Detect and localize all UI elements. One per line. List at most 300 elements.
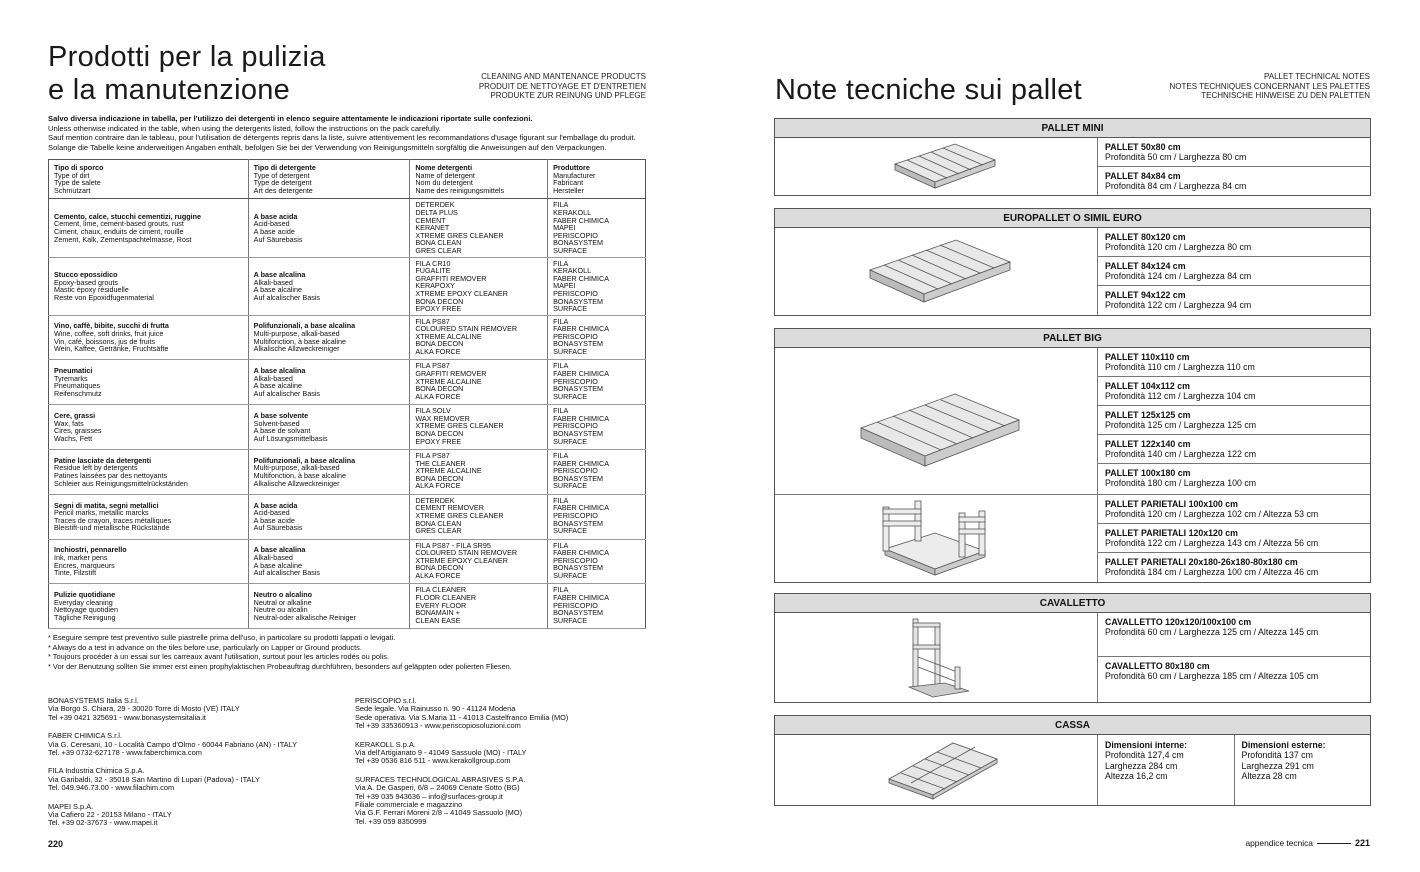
manufacturers-cell	[548, 405, 646, 450]
dirt-translation: Schleier aus Reinigungsmittelrückständen	[54, 478, 188, 488]
section-pallet-big	[774, 328, 1371, 583]
dirt-translation: Epoxy-based grouts	[54, 277, 118, 287]
intro-text	[48, 114, 648, 152]
dirt-title: Vino, caffè, bibite, succhi di frutta	[54, 321, 169, 331]
address-line: KERAKOLL S.p.A.	[355, 739, 416, 749]
detergent-name: BONA DECON	[415, 384, 464, 394]
manufacturer-name: PERISCOPIO	[553, 555, 598, 565]
pallet-spec-item	[1098, 257, 1370, 286]
manufacturer-name: PERISCOPIO	[553, 230, 598, 240]
dirt-type-cell	[49, 315, 249, 360]
pallet-spec-item	[1098, 553, 1370, 582]
manufacturer-name: FABER CHIMICA	[553, 548, 610, 558]
pallet-spec-item	[1098, 613, 1370, 657]
intro-bold: Salvo diversa indicazione in tabella, per l'utilizzo dei detergenti in elenco seguire attentamente le indicazioni riportate sulle confezioni.	[48, 114, 533, 123]
dirt-type-cell	[49, 584, 249, 629]
detergent-translation: Multi-purpose, alkali-based	[253, 463, 340, 473]
dirt-translation: Everyday cleaning	[54, 597, 113, 607]
pallet-name: PALLET 104x112 cm	[1105, 381, 1190, 391]
detergent-translation: Auf alcalischer Basis	[253, 568, 320, 578]
cassa-image	[775, 735, 1098, 805]
detergent-type-cell	[248, 450, 410, 495]
subtitle-en: PALLET TECHNICAL NOTES	[1264, 72, 1370, 81]
manufacturer-name: FILA	[553, 585, 569, 595]
manufacturer-name: BONASYSTEM	[553, 339, 604, 349]
address-line: Via G. Ceresani, 10 - Località Campo d'Olmo - 60044 Fabriano (AN) - ITALY	[48, 739, 298, 749]
dirt-title: Patine lasciate da detergenti	[54, 455, 152, 465]
detergent-title: A base solvente	[253, 410, 309, 420]
dirt-type-cell	[49, 257, 249, 315]
note-line: * Always do a test in advance on the tiles before use, particularly on Lapper or Ground products.	[48, 642, 362, 652]
manufacturer-name: KERAKOLL	[553, 207, 592, 217]
pallet-spec-item	[1098, 464, 1370, 494]
pallet-spec-item	[1098, 348, 1370, 377]
address-line: FILA Industria Chimica S.p.A.	[48, 766, 145, 776]
pallet-dimensions: Profondità 124 cm / Larghezza 84 cm	[1105, 271, 1252, 282]
subtitle-fr: NOTES TECHNIQUES CONCERNANT LES PALETTES	[1169, 81, 1370, 91]
detergent-name: KERAPOXY	[415, 281, 455, 291]
detergent-type-cell	[248, 584, 410, 629]
manufacturer-name: FILA	[553, 258, 569, 268]
manufacturer-name: FILA	[553, 200, 569, 210]
detergent-name: GRES CLEAR	[415, 526, 462, 536]
table-row	[49, 199, 646, 257]
address-block	[355, 697, 645, 731]
table-header-cell	[248, 160, 410, 199]
detergent-name: FILA CR10	[415, 258, 451, 268]
dirt-translation: Encres, marqueurs	[54, 560, 115, 570]
detergent-name: COLOURED STAIN REMOVER	[415, 324, 518, 334]
manufacturers-cell	[548, 360, 646, 405]
pallet-name: PALLET 125x125 cm	[1105, 410, 1191, 420]
manufacturer-name: FABER CHIMICA	[553, 324, 610, 334]
detergent-name: XTREME GRES CLEANER	[415, 511, 504, 521]
detergent-translation: Auf Säurebasis	[253, 234, 303, 244]
detergent-title: Polifunzionali, a base alcalina	[253, 321, 356, 331]
section-heading: CASSA	[775, 716, 1370, 735]
section-heading: PALLET BIG	[775, 329, 1370, 348]
detergent-title: A base alcalina	[253, 545, 306, 555]
detergent-translation: Auf alcalischer Basis	[253, 388, 320, 398]
address-line: Via A. De Gasperi, 6/8 – 24069 Cenate Sotto (BG)	[355, 783, 520, 793]
pallet-dimensions: Profondità 60 cm / Larghezza 125 cm / Altezza 145 cm	[1105, 627, 1319, 638]
pallet-name: PALLET 110x110 cm	[1105, 352, 1190, 362]
intro-line: Solange die Tabelle keine anderweitigen Angaben enthält, befolgen Sie bei der Verwendung von Reinigungsmitteln sorgfältig die Anweisungen auf den Verpackungen.	[48, 142, 607, 152]
address-line: SURFACES TECHNOLOGICAL ABRASIVES S.P.A.	[355, 774, 526, 784]
subtitle-de: TECHNISCHE HINWEISE ZU DEN PALETTEN	[1201, 91, 1370, 101]
detergent-name: GRAFFITI REMOVER	[415, 369, 487, 379]
header-translation: Nom du detergent	[415, 178, 473, 188]
pallet-spec-item	[1098, 657, 1370, 702]
pallet-mini-image	[775, 138, 1098, 195]
dirt-translation: Residue left by detergents	[54, 463, 138, 473]
pallet-spec-item	[1098, 524, 1370, 553]
detergent-name: EPOXY FREE	[415, 436, 462, 446]
dirt-translation: Bleistift-und metallische Rückstände	[54, 523, 170, 533]
detergent-translation: Neutre ou alcalin	[253, 605, 308, 615]
pallet-dimensions: Profondità 60 cm / Larghezza 185 cm / Altezza 105 cm	[1105, 671, 1319, 682]
header-title: Produttore	[553, 163, 590, 172]
pallet-name: CAVALLETTO 80x180 cm	[1105, 661, 1210, 671]
detergent-translation: A base acide	[253, 226, 295, 236]
detergent-title: A base alcalina	[253, 269, 306, 279]
dirt-type-cell	[49, 199, 249, 257]
detergent-translation: Auf Lösungsmittelbasis	[253, 433, 328, 443]
manufacturer-addresses-right	[355, 697, 645, 836]
detergent-name: BONA CLEAN	[415, 518, 462, 528]
detergent-translation: Neutral-oder alkalische Reiniger	[253, 612, 356, 622]
address-line: Tel +39 035 943636 – info@surfaces-group.it	[355, 791, 503, 801]
pallet-dimensions: Profondità 122 cm / Larghezza 94 cm	[1105, 300, 1252, 311]
section-europallet	[774, 208, 1371, 316]
manufacturer-name: SURFACE	[553, 436, 588, 446]
pallet-name: PALLET 94x122 cm	[1105, 290, 1186, 300]
manufacturer-name: MAPEI	[553, 223, 576, 233]
dirt-type-cell	[49, 405, 249, 450]
pallet-dimensions: Profondità 120 cm / Larghezza 102 cm / Altezza 53 cm	[1105, 509, 1319, 520]
detergent-names-cell	[410, 405, 548, 450]
detergent-name: FILA PS87	[415, 316, 450, 326]
header-translation: Fabricant	[553, 178, 584, 188]
detergent-name: XTREME EPOXY CLEANER	[415, 555, 508, 565]
detergent-translation: Auf alcalischer Basis	[253, 292, 320, 302]
manufacturer-name: BONASYSTEM	[553, 296, 604, 306]
detergent-type-cell	[248, 405, 410, 450]
manufacturer-name: FABER CHIMICA	[553, 215, 610, 225]
detergent-translation: Auf Säurebasis	[253, 523, 303, 533]
detergent-name: WAX REMOVER	[415, 413, 470, 423]
detergent-name: EPOXY FREE	[415, 304, 462, 314]
detergent-translation: A base de solvant	[253, 426, 311, 436]
pallet-parietali-image	[775, 495, 1098, 582]
detergent-name: ALKA FORCE	[415, 481, 461, 491]
address-line: Tel. +39 059 8350999	[355, 816, 427, 826]
manufacturer-name: FILA	[553, 495, 569, 505]
page-number-right: 221	[1354, 838, 1370, 848]
manufacturer-name: PERISCOPIO	[553, 288, 598, 298]
detergent-name: DELTA PLUS	[415, 207, 458, 217]
detergent-names-cell	[410, 199, 548, 257]
dimension-line: Larghezza 284 cm	[1105, 760, 1178, 771]
detergent-title: A base alcalina	[253, 366, 306, 376]
address-line: Via Cafiero 22 - 20153 Milano - ITALY	[48, 810, 172, 820]
manufacturers-cell	[548, 494, 646, 539]
manufacturer-name: SURFACE	[553, 481, 588, 491]
detergent-translation: A base alcaline	[253, 560, 303, 570]
detergent-translation: Alkali-based	[253, 373, 293, 383]
dirt-title: Stucco epossidico	[54, 269, 118, 279]
dirt-translation: Vin, café, boissons, jus de fruits	[54, 336, 155, 346]
manufacturer-name: FILA	[553, 406, 569, 416]
header-translation: Art des detergente	[253, 185, 313, 195]
subtitle-translations	[479, 72, 646, 101]
header-translation: Type de salete	[54, 178, 101, 188]
header-translation: Type of detergent	[253, 170, 310, 180]
dirt-translation: Ciment, chaux, enduits de ciment, rouille	[54, 226, 184, 236]
manufacturer-name: FABER CHIMICA	[553, 593, 610, 603]
manufacturer-name: BONASYSTEM	[553, 473, 604, 483]
pallet-name: PALLET 84x84 cm	[1105, 171, 1181, 181]
pallet-big-image	[775, 348, 1098, 494]
pallet-name: PALLET PARIETALI 100x100 cm	[1105, 499, 1238, 509]
header-translation: Type of dirt	[54, 170, 90, 180]
manufacturer-name: FABER CHIMICA	[553, 503, 610, 513]
detergent-title: A base acida	[253, 500, 298, 510]
address-block	[48, 803, 338, 828]
detergent-name: BONA DECON	[415, 429, 464, 439]
detergent-type-cell	[248, 494, 410, 539]
detergent-names-cell	[410, 584, 548, 629]
detergent-name: XTREME ALCALINE	[415, 466, 482, 476]
subtitle-fr: PRODUIT DE NETTOYAGE ET D'ENTRETIEN	[478, 81, 646, 91]
manufacturer-name: BONASYSTEM	[553, 429, 604, 439]
intro-line: Unless otherwise indicated in the table, when using the detergents listed, follow the instructions on the pack carefully.	[48, 123, 441, 133]
manufacturer-name: PERISCOPIO	[553, 376, 598, 386]
table-row	[49, 360, 646, 405]
address-block	[355, 741, 645, 766]
table-row	[49, 539, 646, 584]
manufacturer-name: SURFACE	[553, 347, 588, 357]
header-translation: Name des reinigungsmittels	[415, 185, 505, 195]
detergent-name: FILA SOLV	[415, 406, 451, 416]
manufacturer-name: BONASYSTEM	[553, 563, 604, 573]
dirt-type-cell	[49, 539, 249, 584]
dirt-translation: Nettoyage quotidien	[54, 605, 118, 615]
detergent-names-cell	[410, 257, 548, 315]
section-cavalletto	[774, 593, 1371, 703]
detergent-name: XTREME ALCALINE	[415, 376, 482, 386]
dirt-translation: Wine, coffee, soft drinks, fruit juice	[54, 328, 164, 338]
detergent-name: ALKA FORCE	[415, 571, 461, 581]
detergent-translation: Multi-purpose, alkali-based	[253, 328, 340, 338]
dirt-translation: Tinte, Filzstift	[54, 568, 97, 578]
detergent-type-cell	[248, 257, 410, 315]
detergent-translation: A base alcaline	[253, 381, 303, 391]
address-line: BONASYSTEMS Italia S.r.l.	[48, 696, 139, 705]
dimension-line: Profondità 137 cm	[1241, 750, 1313, 761]
dirt-type-cell	[49, 450, 249, 495]
pallet-spec-item	[1098, 286, 1370, 315]
dimension-line: Profondità 127,4 cm	[1105, 750, 1184, 761]
manufacturer-name: FILA	[553, 316, 569, 326]
manufacturer-name: FABER CHIMICA	[553, 413, 610, 423]
dirt-type-cell	[49, 494, 249, 539]
pallet-spec-item	[1098, 377, 1370, 406]
pallet-name: CAVALLETTO 120x120/100x100 cm	[1105, 617, 1252, 627]
dimension-title: Dimensioni esterne:	[1241, 740, 1326, 750]
manufacturer-name: FILA	[553, 540, 569, 550]
dirt-title: Inchiostri, pennarello	[54, 545, 127, 555]
manufacturer-name: BONASYSTEM	[553, 238, 604, 248]
dimension-line: Altezza 16,2 cm	[1105, 771, 1168, 782]
manufacturer-name: PERISCOPIO	[553, 421, 598, 431]
detergent-name: CLEAN EASE	[415, 615, 461, 625]
subtitle-translations-right	[1170, 72, 1370, 101]
detergent-name: GRES CLEAR	[415, 245, 462, 255]
pallet-dimensions: Profondità 50 cm / Larghezza 80 cm	[1105, 152, 1247, 163]
pallet-name: PALLET 80x120 cm	[1105, 232, 1186, 242]
pallet-name: PALLET 50x80 cm	[1105, 142, 1181, 152]
detergent-names-cell	[410, 360, 548, 405]
detergent-translation: Acid-based	[253, 508, 290, 518]
dirt-translation: Cires, graisses	[54, 426, 102, 436]
notes	[48, 633, 648, 671]
address-line: Sede legale. Via Rainusso n. 90 - 41124 Modena	[355, 704, 516, 714]
dirt-translation: Tyremarks	[54, 373, 88, 383]
header-translation: Manufacturer	[553, 170, 596, 180]
dirt-title: Cemento, calce, stucchi cementizi, ruggine	[54, 211, 201, 221]
dirt-translation: Tägliche Reinigung	[54, 612, 116, 622]
detergent-name: FILA PS87 - FILA SR95	[415, 540, 491, 550]
dirt-title: Cere, grassi	[54, 410, 96, 420]
address-block	[48, 767, 338, 792]
dirt-translation: Reifenschmutz	[54, 388, 102, 398]
detergent-type-cell	[248, 360, 410, 405]
manufacturers-cell	[548, 539, 646, 584]
manufacturer-name: BONASYSTEM	[553, 384, 604, 394]
detergent-name: FILA PS87	[415, 361, 450, 371]
header-translation: Schmutzart	[54, 185, 91, 195]
header-translation: Name of detergent	[415, 170, 475, 180]
manufacturer-name: PERISCOPIO	[553, 331, 598, 341]
address-block	[48, 732, 338, 757]
intro-line: Sauf mention contraire dan le tableau, pour l'utilisation de détergents repris dans la liste, suivre attentivement les recommandations d'usage figurant sur l'emballage du produit.	[48, 133, 636, 143]
manufacturer-name: BONASYSTEM	[553, 518, 604, 528]
manufacturer-name: MAPEI	[553, 281, 576, 291]
detergent-name: ALKA FORCE	[415, 347, 461, 357]
detergent-title: Neutro o alcalino	[253, 590, 312, 600]
dirt-translation: Wax, fats	[54, 418, 84, 428]
header-translation: Hersteller	[553, 185, 584, 195]
detergent-translation: Neutral or alkaline	[253, 597, 312, 607]
detergent-name: BONA DECON	[415, 296, 464, 306]
detergent-title: A base acida	[253, 211, 298, 221]
detergent-name: FLOOR CLEANER	[415, 593, 477, 603]
title-line-2: e la manutenzione	[48, 74, 291, 106]
table-header-cell	[410, 160, 548, 199]
pallet-spec-item	[1098, 435, 1370, 464]
detergent-translation: Multifonction, à base alcaline	[253, 336, 346, 346]
dirt-translation: Reste von Epoxidfugenmaterial	[54, 292, 154, 302]
detergent-translation: Alkali-based	[253, 552, 293, 562]
cavalletto-image	[775, 613, 1098, 702]
detergent-names-cell	[410, 539, 548, 584]
detergent-name: KERANET	[415, 223, 450, 233]
dirt-translation: Cement, lime, cement-based grouts, rust	[54, 219, 184, 229]
detergent-name: THE CLEANER	[415, 458, 466, 468]
footer	[1245, 838, 1370, 848]
pallet-name: PALLET 122x140 cm	[1105, 439, 1191, 449]
pallet-dimensions: Profondità 125 cm / Larghezza 125 cm	[1105, 420, 1257, 431]
manufacturer-name: PERISCOPIO	[553, 600, 598, 610]
manufacturer-name: FILA	[553, 361, 569, 371]
detergent-names-cell	[410, 315, 548, 360]
manufacturers-cell	[548, 315, 646, 360]
europallet-image	[775, 228, 1098, 315]
detergent-translation: A base acide	[253, 515, 295, 525]
pallet-dimensions: Profondità 110 cm / Larghezza 110 cm	[1105, 362, 1255, 373]
pallet-dimensions: Profondità 184 cm / Larghezza 100 cm / Altezza 46 cm	[1105, 567, 1319, 578]
dirt-title: Pneumatici	[54, 366, 93, 376]
manufacturers-cell	[548, 257, 646, 315]
manufacturer-name: SURFACE	[553, 571, 588, 581]
manufacturer-name: BONASYSTEM	[553, 608, 604, 618]
detergent-name: BONA CLEAN	[415, 238, 462, 248]
note-line: * Toujours procéder à un essai sur les carreaux avant l'utilisation, surtout pour les articles rodés ou polis.	[48, 652, 390, 662]
address-line: Tel +39 0421 325691 - www.bonasystemsitalia.it	[48, 712, 206, 722]
manufacturer-name: SURFACE	[553, 615, 588, 625]
cleaning-products-table	[48, 159, 646, 629]
detergent-name: CEMENT	[415, 215, 446, 225]
detergent-translation: Acid-based	[253, 219, 290, 229]
dirt-translation: Wachs, Fett	[54, 433, 93, 443]
dirt-title: Pulizie quotidiane	[54, 590, 116, 600]
note-line: * Vor der Benutzung sollten Sie immer erst einen prophylaktischen Probeauftrag durchführen, besonders auf geläppten oder polierten Fliesen.	[48, 661, 512, 671]
table-row	[49, 405, 646, 450]
header-title: Tipo di sporco	[54, 163, 104, 172]
address-line: Tel. +39 02-37673 - www.mapei.it	[48, 818, 158, 828]
detergent-translation: Solvent-based	[253, 418, 300, 428]
address-line: Via Borgo S. Chiara, 29 - 30020 Torre di Mosto (VE) ITALY	[48, 704, 240, 714]
subtitle-en: CLEANING AND MANTENANCE PRODUCTS	[481, 72, 646, 81]
detergent-title: Polifunzionali, a base alcalina	[253, 455, 356, 465]
manufacturer-name: KERAKOLL	[553, 266, 592, 276]
section-heading: PALLET MINI	[775, 119, 1370, 138]
page-number-left: 220	[48, 839, 64, 849]
page-title	[48, 41, 326, 107]
manufacturers-cell	[548, 450, 646, 495]
detergent-name: FILA PS87	[415, 451, 450, 461]
table-row	[49, 494, 646, 539]
detergent-names-cell	[410, 494, 548, 539]
detergent-name: XTREME EPOXY CLEANER	[415, 288, 508, 298]
header-title: Nome detergenti	[415, 163, 473, 172]
manufacturer-name: PERISCOPIO	[553, 511, 598, 521]
table-row	[49, 257, 646, 315]
manufacturer-name: FABER CHIMICA	[553, 273, 610, 283]
dirt-translation: Traces de crayon, traces métalliques	[54, 515, 172, 525]
subtitle-de: PRODUKTE ZUR REINUNG UND PFLEGE	[490, 91, 646, 101]
manufacturer-name: SURFACE	[553, 245, 588, 255]
dimension-title: Dimensioni interne:	[1105, 740, 1188, 750]
detergent-name: DETERDEK	[415, 495, 455, 505]
pallet-spec-item	[1098, 167, 1370, 195]
address-line: Sede operativa. Via S.Maria 11 - 41013 Castelfranco Emilia (MO)	[355, 712, 569, 722]
detergent-name: CEMENT REMOVER	[415, 503, 484, 513]
detergent-names-cell	[410, 450, 548, 495]
title-line-1: Prodotti per la pulizia	[48, 41, 326, 73]
table-header-cell	[49, 160, 249, 199]
detergent-name: ALKA FORCE	[415, 391, 461, 401]
dirt-type-cell	[49, 360, 249, 405]
detergent-name: EVERY FLOOR	[415, 600, 467, 610]
dirt-translation: Patines laissées par des nettoyants	[54, 470, 168, 480]
header-translation: Type de detergent	[253, 178, 312, 188]
address-line: Via G.F. Ferrari Moreni 2/8 – 41049 Sassuolo (MO)	[355, 808, 523, 818]
address-block	[48, 697, 338, 722]
pallet-name: PALLET 100x180 cm	[1105, 468, 1191, 478]
address-block	[355, 776, 645, 826]
address-line: Tel +39 0536 816 511 - www.kerakollgroup.com	[355, 756, 511, 766]
dimension-line: Altezza 28 cm	[1241, 771, 1297, 782]
manufacturer-name: PERISCOPIO	[553, 466, 598, 476]
table-row	[49, 584, 646, 629]
detergent-name: DETERDEK	[415, 200, 455, 210]
detergent-name: BONA DECON	[415, 473, 464, 483]
address-line: FABER CHIMICA S.r.l.	[48, 731, 122, 741]
manufacturer-name: SURFACE	[553, 304, 588, 314]
manufacturers-cell	[548, 584, 646, 629]
